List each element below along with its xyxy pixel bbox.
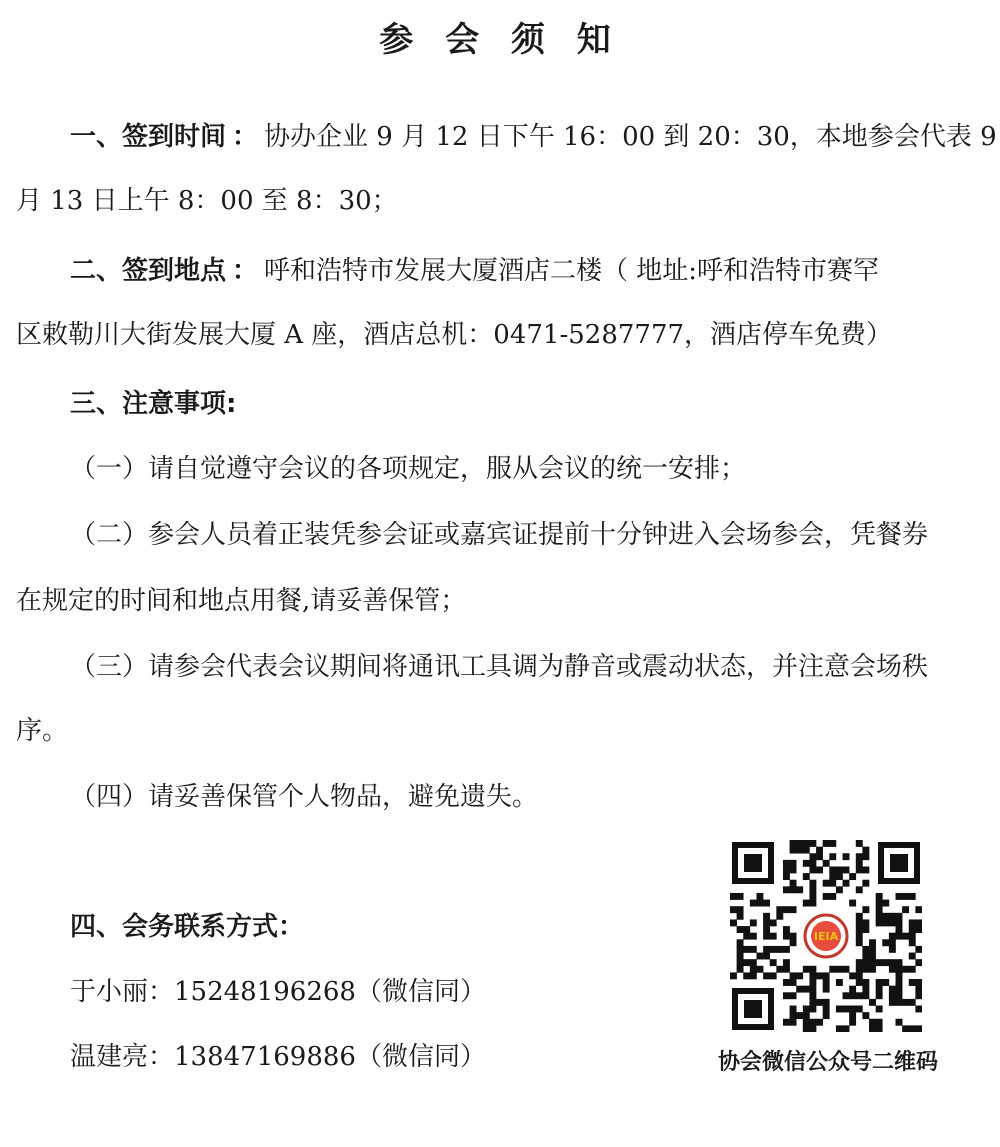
note-item-4: （四）请妥善保管个人物品，避免遗失。 [70, 782, 539, 812]
note-item-2-line1: （二）参会人员着正装凭参会证或嘉宾证提前十分钟进入会场参会，凭餐券 [70, 520, 929, 550]
qr-caption: 协会微信公众号二维码 [717, 1050, 938, 1075]
page-title: 参 会 须 知 [379, 20, 621, 60]
signin-time-line2: 月 13 日上午 8：00 至 8：30； [16, 186, 398, 216]
note-item-3-line2: 序。 [16, 716, 69, 746]
notes-heading: 三、注意事项: [70, 389, 237, 419]
signin-time-line1 [16, 120, 997, 154]
signin-place-line1 [16, 254, 879, 288]
logo-text: IEIA [813, 930, 839, 943]
signin-time-text: 协办企业 9 月 12 日下午 16：00 到 20：30，本地参会代表 9 [264, 122, 997, 152]
signin-place-label: 二、签到地点 [70, 256, 227, 286]
signin-place-line2: 区敕勒川大街发展大厦 A 座，酒店总机：0471-5287777，酒店停车免费） [16, 320, 893, 350]
contacts-heading: 四、会务联系方式： [70, 912, 305, 942]
note-item-3-line1: （三）请参会代表会议期间将通讯工具调为静音或震动状态，并注意会场秩 [70, 652, 929, 682]
contact-2: 温建亮：13847169886（微信同） [70, 1042, 486, 1072]
note-item-1: （一）请自觉遵守会议的各项规定，服从会议的统一安排； [70, 454, 747, 484]
signin-place-text: 呼和浩特市发展大厦酒店二楼（ 地址:呼和浩特市赛罕 [264, 256, 880, 286]
note-item-2-line2: 在规定的时间和地点用餐,请妥善保管； [16, 586, 467, 616]
association-logo [802, 912, 850, 960]
qr-code-image [730, 840, 922, 1032]
signin-time-sep: ： [232, 122, 259, 152]
signin-place-sep: ： [232, 256, 259, 286]
contact-1: 于小丽：15248196268（微信同） [70, 977, 486, 1007]
signin-time-label: 一、签到时间 [70, 122, 227, 152]
